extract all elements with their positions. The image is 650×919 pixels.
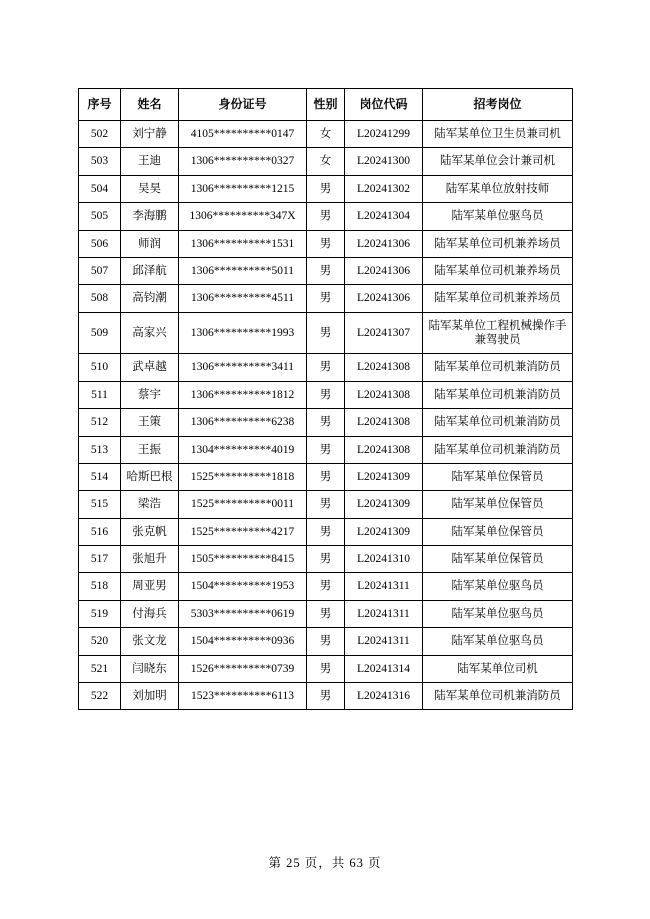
cell-post: 陆军某单位保管员 (423, 463, 573, 490)
cell-post: 陆军某单位司机兼养场员 (423, 230, 573, 257)
cell-seq: 515 (79, 491, 121, 518)
cell-id: 1525**********1818 (179, 463, 307, 490)
cell-sex: 男 (307, 491, 345, 518)
cell-seq: 514 (79, 463, 121, 490)
table-row (79, 230, 573, 257)
cell-sex: 男 (307, 682, 345, 709)
table-row (79, 257, 573, 284)
cell-seq: 517 (79, 546, 121, 573)
column-header-post: 招考岗位 (423, 89, 573, 121)
cell-sex: 男 (307, 203, 345, 230)
cell-name: 付海兵 (121, 600, 179, 627)
cell-code: L20241309 (345, 463, 423, 490)
table-row (79, 121, 573, 148)
cell-seq: 518 (79, 573, 121, 600)
cell-sex: 男 (307, 230, 345, 257)
cell-sex: 男 (307, 175, 345, 202)
cell-post: 陆军某单位司机兼消防员 (423, 436, 573, 463)
cell-code: L20241308 (345, 381, 423, 408)
cell-seq: 522 (79, 682, 121, 709)
cell-sex: 男 (307, 573, 345, 600)
table-header (79, 89, 573, 121)
cell-code: L20241300 (345, 148, 423, 175)
column-header-name: 姓名 (121, 89, 179, 121)
table-row (79, 354, 573, 381)
table-row (79, 312, 573, 354)
cell-sex: 男 (307, 285, 345, 312)
column-header-seq: 序号 (79, 89, 121, 121)
cell-name: 刘加明 (121, 682, 179, 709)
table-row (79, 436, 573, 463)
cell-code: L20241311 (345, 573, 423, 600)
cell-sex: 男 (307, 463, 345, 490)
cell-name: 吴昊 (121, 175, 179, 202)
cell-post: 陆军某单位司机兼消防员 (423, 409, 573, 436)
cell-code: L20241311 (345, 628, 423, 655)
cell-seq: 519 (79, 600, 121, 627)
cell-post: 陆军某单位保管员 (423, 546, 573, 573)
cell-code: L20241309 (345, 491, 423, 518)
cell-id: 1306**********6238 (179, 409, 307, 436)
cell-name: 师润 (121, 230, 179, 257)
cell-seq: 511 (79, 381, 121, 408)
cell-seq: 510 (79, 354, 121, 381)
cell-post: 陆军某单位司机兼养场员 (423, 257, 573, 284)
cell-seq: 503 (79, 148, 121, 175)
cell-name: 王策 (121, 409, 179, 436)
cell-name: 闫晓东 (121, 655, 179, 682)
cell-id: 1306**********0327 (179, 148, 307, 175)
cell-name: 蔡宇 (121, 381, 179, 408)
cell-sex: 男 (307, 354, 345, 381)
cell-id: 1306**********347X (179, 203, 307, 230)
cell-post: 陆军某单位司机兼消防员 (423, 354, 573, 381)
cell-id: 1504**********0936 (179, 628, 307, 655)
cell-id: 1525**********0011 (179, 491, 307, 518)
table-row (79, 491, 573, 518)
cell-seq: 508 (79, 285, 121, 312)
column-header-sex: 性别 (307, 89, 345, 121)
column-header-code: 岗位代码 (345, 89, 423, 121)
cell-code: L20241311 (345, 600, 423, 627)
cell-seq: 502 (79, 121, 121, 148)
cell-name: 周亚男 (121, 573, 179, 600)
cell-code: L20241314 (345, 655, 423, 682)
cell-name: 高钧潮 (121, 285, 179, 312)
cell-seq: 507 (79, 257, 121, 284)
cell-sex: 男 (307, 546, 345, 573)
cell-name: 王振 (121, 436, 179, 463)
cell-seq: 521 (79, 655, 121, 682)
table-row (79, 285, 573, 312)
cell-sex: 男 (307, 600, 345, 627)
cell-id: 1306**********1531 (179, 230, 307, 257)
cell-sex: 男 (307, 381, 345, 408)
cell-post: 陆军某单位司机兼养场员 (423, 285, 573, 312)
cell-name: 张旭升 (121, 546, 179, 573)
cell-post: 陆军某单位司机 (423, 655, 573, 682)
cell-post: 陆军某单位驱鸟员 (423, 203, 573, 230)
cell-id: 1505**********8415 (179, 546, 307, 573)
cell-code: L20241308 (345, 409, 423, 436)
cell-post: 陆军某单位驱鸟员 (423, 573, 573, 600)
cell-code: L20241316 (345, 682, 423, 709)
cell-name: 武卓越 (121, 354, 179, 381)
cell-id: 1504**********1953 (179, 573, 307, 600)
cell-code: L20241304 (345, 203, 423, 230)
cell-id: 1306**********5011 (179, 257, 307, 284)
cell-id: 1304**********4019 (179, 436, 307, 463)
cell-sex: 男 (307, 436, 345, 463)
table-row (79, 463, 573, 490)
cell-sex: 男 (307, 409, 345, 436)
roster-table (78, 88, 573, 710)
cell-sex: 男 (307, 518, 345, 545)
cell-id: 1525**********4217 (179, 518, 307, 545)
cell-sex: 男 (307, 655, 345, 682)
table-row (79, 409, 573, 436)
cell-code: L20241299 (345, 121, 423, 148)
cell-seq: 512 (79, 409, 121, 436)
table-body (79, 121, 573, 710)
cell-id: 1306**********1812 (179, 381, 307, 408)
table-row (79, 628, 573, 655)
cell-post: 陆军某单位驱鸟员 (423, 600, 573, 627)
cell-post: 陆军某单位会计兼司机 (423, 148, 573, 175)
table-row (79, 518, 573, 545)
cell-code: L20241306 (345, 285, 423, 312)
cell-name: 梁浩 (121, 491, 179, 518)
cell-name: 哈斯巴根 (121, 463, 179, 490)
table-header-row (79, 89, 573, 121)
cell-id: 1306**********3411 (179, 354, 307, 381)
cell-id: 1526**********0739 (179, 655, 307, 682)
cell-sex: 男 (307, 257, 345, 284)
cell-code: L20241302 (345, 175, 423, 202)
cell-name: 高家兴 (121, 312, 179, 354)
cell-id: 4105**********0147 (179, 121, 307, 148)
cell-name: 王迪 (121, 148, 179, 175)
cell-name: 刘宁静 (121, 121, 179, 148)
cell-seq: 513 (79, 436, 121, 463)
cell-post: 陆军某单位驱鸟员 (423, 628, 573, 655)
cell-name: 张文龙 (121, 628, 179, 655)
cell-post: 陆军某单位司机兼消防员 (423, 682, 573, 709)
cell-id: 1523**********6113 (179, 682, 307, 709)
table-row (79, 600, 573, 627)
table-row (79, 381, 573, 408)
table-row (79, 203, 573, 230)
cell-sex: 女 (307, 121, 345, 148)
cell-seq: 509 (79, 312, 121, 354)
cell-sex: 男 (307, 312, 345, 354)
cell-sex: 男 (307, 628, 345, 655)
cell-id: 1306**********1215 (179, 175, 307, 202)
cell-post: 陆军某单位保管员 (423, 518, 573, 545)
cell-post: 陆军某单位工程机械操作手兼驾驶员 (423, 312, 573, 354)
cell-post: 陆军某单位卫生员兼司机 (423, 121, 573, 148)
table-row (79, 546, 573, 573)
table-row (79, 682, 573, 709)
cell-post: 陆军某单位司机兼消防员 (423, 381, 573, 408)
cell-seq: 516 (79, 518, 121, 545)
table-row (79, 655, 573, 682)
cell-seq: 506 (79, 230, 121, 257)
cell-name: 邱泽航 (121, 257, 179, 284)
cell-id: 1306**********4511 (179, 285, 307, 312)
table-row (79, 175, 573, 202)
cell-seq: 520 (79, 628, 121, 655)
column-header-id: 身份证号 (179, 89, 307, 121)
table-row (79, 148, 573, 175)
cell-id: 1306**********1993 (179, 312, 307, 354)
table-row (79, 573, 573, 600)
cell-code: L20241308 (345, 354, 423, 381)
cell-post: 陆军某单位放射技师 (423, 175, 573, 202)
cell-sex: 女 (307, 148, 345, 175)
cell-seq: 504 (79, 175, 121, 202)
cell-code: L20241306 (345, 230, 423, 257)
cell-code: L20241309 (345, 518, 423, 545)
cell-code: L20241310 (345, 546, 423, 573)
cell-post: 陆军某单位保管员 (423, 491, 573, 518)
cell-name: 李海鹏 (121, 203, 179, 230)
page-footer: 第 25 页，共 63 页 (268, 856, 382, 870)
cell-id: 5303**********0619 (179, 600, 307, 627)
cell-seq: 505 (79, 203, 121, 230)
cell-code: L20241307 (345, 312, 423, 354)
cell-name: 张克帆 (121, 518, 179, 545)
cell-code: L20241308 (345, 436, 423, 463)
cell-code: L20241306 (345, 257, 423, 284)
